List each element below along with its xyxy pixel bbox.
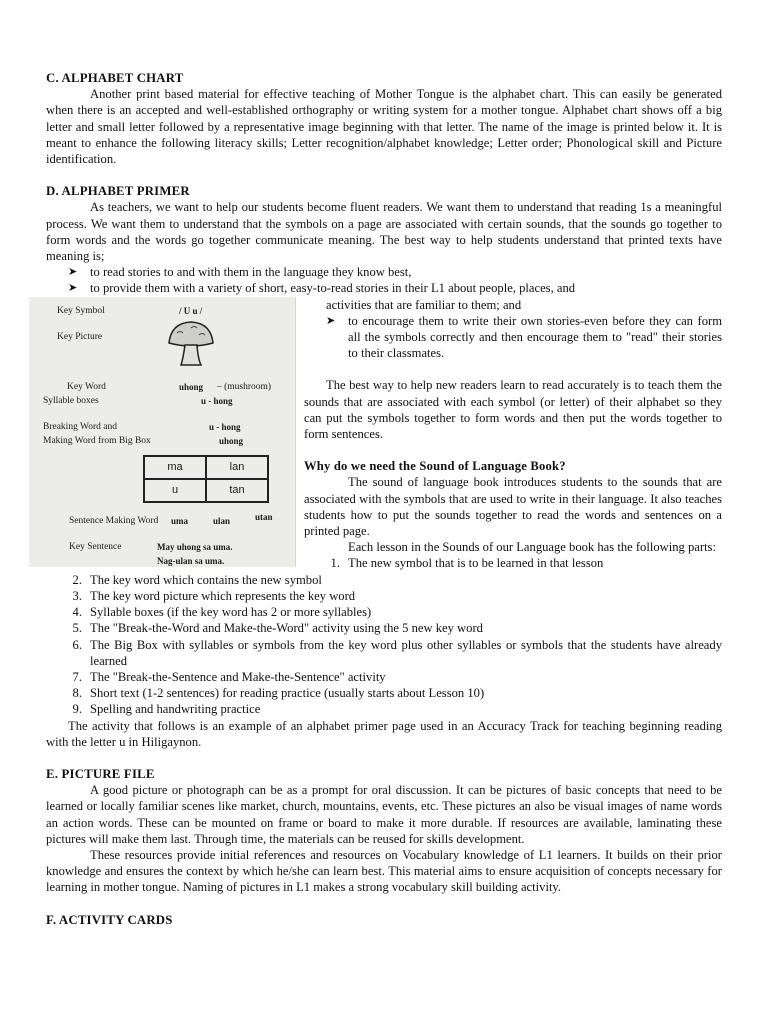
list-item: 8. Short text (1-2 sentences) for reading practice (usually starts about Lesson 10) [72, 686, 485, 701]
arrow-bullet-icon: ➤ [68, 282, 78, 295]
big-box-grid [143, 455, 269, 503]
grid-cell: tan [206, 479, 268, 502]
paragraph-alphabet-chart: Another print based material for effective teaching of Mother Tongue is the alphabet chart. This can easily be generated when there is an accepted and well-established orthography or writing system for a mother tongue. Alphabet chart shows off a big letter and small letter followed by a representative image beginning with that letter. The name of the image is printed below it. It is meant to enhance the following literacy skills; Letter recognition/alphabet knowledge; Letter order; Phonological skill and Picture identification. [46, 87, 722, 167]
grid-cell: ma [144, 456, 206, 479]
list-item: 1. The new symbol that is to be learned in that lesson [330, 556, 604, 571]
alphabet-primer-figure: Key Symbol / U u / Key Picture Key Word uhong – (mushroom) Syllable boxes u - hong Breaking Word and u - hong Making Word from Big Box uhong ma lan u tan Sentence Making Word uma ulan utan Key Sentence May uhong sa uma. Nag-ulan sa uma. [29, 297, 296, 567]
lesson-parts-list [46, 572, 722, 718]
heading-alphabet-chart: C. ALPHABET CHART [46, 71, 184, 85]
arrow-bullet-icon: ➤ [326, 314, 336, 327]
list-item: 3. The key word picture which represents the key word [72, 588, 356, 603]
heading-activity-cards: F. ACTIVITY CARDS [46, 912, 173, 927]
list-item: 9. Spelling and handwriting practice [72, 702, 261, 717]
heading-picture-file: E. PICTURE FILE [46, 766, 155, 781]
paragraph-best-way: The best way to help new readers learn to read accurately is to teach them the sounds that are associated with each symbol (or letter) of their alphabet so they can put the symbols together to form words and then put the words together to form sentences. [304, 378, 722, 442]
paragraph-picture-file-1: A good picture or photograph can be as a prompt for oral discussion. It can be pictures of basic concepts that need to be learned or locally familiar scenes like market, church, mountains, events, etc. These pictures an also be visual images of name words an action words. These can be mounted on frame or board to make it more durable. If resources are available, laminating these pictures will make them last. Through time, the materials can be reused for skills development. [46, 783, 722, 846]
paragraph-sound-book: The sound of language book introduces students to the sounds that are associated with the symbols that are used to write in their language. It also teaches students how to put the sounds together to read the words and sentences on a printed page. [304, 475, 722, 539]
arrow-bullet-icon: ➤ [68, 266, 78, 279]
paragraph-lesson-parts: Each lesson in the Sounds of our Language book has the following parts: [348, 540, 716, 555]
bullet-item: ➤ to provide them with a variety of short, easy-to-read stories in their L1 about people, places, and [46, 280, 722, 296]
list-item: 7. The "Break-the-Sentence and Make-the-Sentence" activity [72, 669, 386, 684]
mushroom-icon [165, 319, 217, 367]
grid-cell: u [144, 479, 206, 502]
heading-alphabet-primer: D. ALPHABET PRIMER [46, 184, 190, 199]
subheading-sound-book: Why do we need the Sound of Language Book? [304, 459, 566, 474]
list-item: 2. The key word which contains the new symbol [72, 572, 322, 587]
paragraph-activity-example: The activity that follows is an example of an alphabet primer page used in an Accuracy Track for teaching beginning reading with the letter u in Hiligaynon. [46, 718, 722, 749]
bullet-item: ➤ to read stories to and with them in the language they know best, [46, 264, 722, 280]
bullet-item: ➤ to encourage them to write their own stories-even before they can form all the symbols correctly and then encourage them to "read" their stories to their classmates. [304, 313, 722, 362]
document-page [43, 70, 722, 928]
list-item: 4. Syllable boxes (if the key word has 2 or more syllables) [72, 605, 372, 620]
grid-cell: lan [206, 456, 268, 479]
list-item: 5. The "Break-the-Word and Make-the-Word" activity using the 5 new key word [72, 621, 483, 636]
paragraph-primer-intro: As teachers, we want to help our students become fluent readers. We want them to understand that reading 1s a meaningful process. We want them to understand that the symbols on a page are associated with certain sounds, that the sounds go together to form words and the words go together communicate meaning. The best way to help students understand that printed texts have meaning is; [46, 200, 722, 264]
right-column: activities that are familiar to them; and ➤ to encourage them to write their own stories-even before they can form all the symbols correctly and then encourage them to "read" their stories to their classmates. The best way to help new readers learn to read accurately is to teach them the sounds that are associated with each symbol (or letter) of their alphabet so they can put the symbols together to form words and then put the words together to form sentences. Why do we need the Sound of Language Book? The sound of language book introduces students to the sounds that are associated with the symbols that are used to write in their language. It also teaches students how to put the sounds together to read the words and sentences on a printed page. Each lesson in the Sounds of our Language book has the following parts: 1. The new symbol that is to be learned in that lesson [304, 297, 722, 571]
paragraph-picture-file-2: These resources provide initial references and resources on Vocabulary knowledge of L1 learners. It builds on their prior knowledge and ensures the context by which he/she can learn best. This material aims to ensure acquisition of concepts necessary for learning in mother tongue. Naming of pictures in L1 makes a strong vocabulary skill building activity. [46, 847, 722, 895]
list-item: 6. The Big Box with syllables or symbols from the key word plus other syllables or symbols that the students have already learned [72, 637, 722, 668]
figure-section [43, 297, 722, 572]
